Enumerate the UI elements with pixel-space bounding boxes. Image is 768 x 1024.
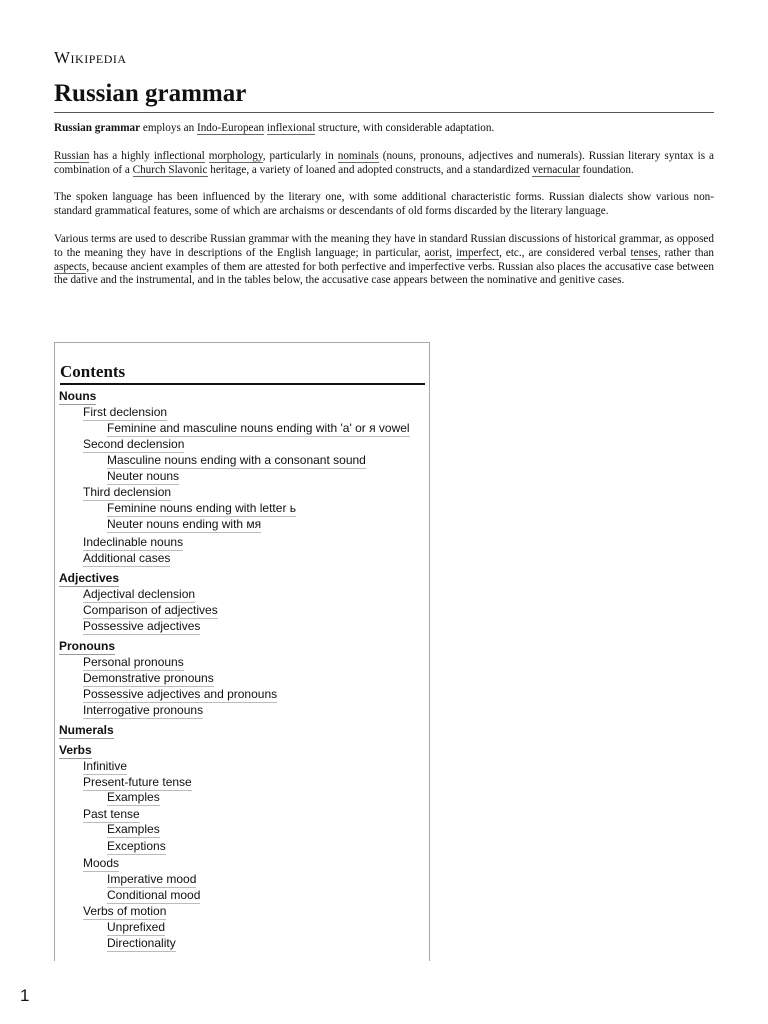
toc-item[interactable]: [83, 535, 183, 549]
toc-item-label: Conditional mood: [107, 888, 201, 902]
link-russian[interactable]: Russian: [54, 149, 90, 162]
toc-item-label: Examples: [107, 790, 160, 804]
toc-item[interactable]: [83, 437, 184, 451]
toc-item-label: Verbs of motion: [83, 904, 167, 918]
intro-paragraph: Russian grammar employs an Indo-European inflexional structure, with considerable adaptation.: [54, 122, 495, 134]
toc-item[interactable]: [107, 469, 179, 483]
paragraph-morphology: Russian has a highly inflectional morphology, particularly in nominals (nouns, pronouns, adjectives and numerals). Russian literary syntax is a combination of a Church Slavonic heritage, a variety of loaned and adopted constructs, and a standardized vernacular foundation.: [54, 149, 715, 176]
toc-item[interactable]: [83, 904, 166, 918]
toc-item-label: Adjectival declension: [83, 587, 196, 601]
bold-term: Russian grammar: [54, 122, 141, 134]
toc-item[interactable]: [83, 687, 277, 701]
toc-item-label: Neuter nouns: [107, 469, 180, 483]
link-imperfect[interactable]: imperfect: [456, 246, 500, 259]
toc-item-label: Neuter nouns ending with мя: [107, 517, 262, 531]
toc-item-label: First declension: [83, 405, 168, 419]
toc-item[interactable]: [83, 775, 192, 789]
link-tenses[interactable]: tenses: [630, 246, 658, 259]
page-number: 1: [20, 986, 30, 1005]
toc-item-label: Comparison of adjectives: [83, 603, 218, 617]
toc-item[interactable]: [83, 551, 170, 565]
toc-item[interactable]: [107, 421, 410, 435]
toc-item-label: Imperative mood: [107, 872, 197, 886]
toc-item-label: Demonstrative pronouns: [83, 671, 214, 685]
toc-item[interactable]: [83, 603, 218, 617]
toc-item[interactable]: [107, 936, 176, 950]
toc-item[interactable]: [83, 587, 195, 601]
toc-item[interactable]: [83, 671, 214, 685]
link-aspects[interactable]: aspects: [54, 260, 87, 273]
link-indo-european[interactable]: Indo-European: [196, 122, 265, 134]
page-title: Russian grammar: [54, 78, 714, 113]
toc-item[interactable]: [83, 703, 203, 717]
toc-item[interactable]: [83, 485, 171, 499]
toc-item[interactable]: [59, 723, 114, 737]
toc-item-label: Pronouns: [59, 639, 115, 653]
link-inflexional[interactable]: inflexional: [266, 122, 316, 134]
toc-item-label: Personal pronouns: [83, 655, 184, 669]
toc-item-label: Masculine nouns ending with a consonant sound: [107, 453, 366, 467]
link-morphology[interactable]: morphology: [208, 149, 263, 162]
toc-item-label: Exceptions: [107, 839, 166, 853]
table-of-contents: [54, 342, 430, 961]
toc-item-label: Examples: [107, 822, 160, 836]
toc-item-label: Unprefixed: [107, 920, 166, 934]
toc-item-label: Nouns: [59, 389, 97, 403]
toc-item-label: Present-future tense: [83, 775, 192, 789]
toc-item-label: Past tense: [83, 807, 140, 821]
toc-item[interactable]: [107, 872, 196, 886]
toc-item[interactable]: [83, 856, 119, 870]
toc-item[interactable]: [107, 453, 366, 467]
toc-item[interactable]: [83, 807, 140, 821]
toc-item[interactable]: [83, 759, 127, 773]
link-inflectional[interactable]: inflectional: [153, 149, 205, 162]
toc-item-label: Possessive adjectives: [83, 619, 201, 633]
toc-item[interactable]: [83, 655, 184, 669]
toc-item-label: Second declension: [83, 437, 185, 451]
link-nominals[interactable]: nominals: [337, 149, 379, 162]
toc-item-label: Interrogative pronouns: [83, 703, 204, 717]
toc-item-label: Directionality: [107, 936, 176, 950]
toc-item[interactable]: [107, 920, 165, 934]
toc-item-label: Indeclinable nouns: [83, 535, 184, 549]
toc-item[interactable]: [107, 839, 166, 853]
toc-item[interactable]: [107, 822, 160, 836]
article-body: [54, 122, 714, 302]
link-church-slavonic[interactable]: Church Slavonic: [132, 163, 208, 176]
link-vernacular[interactable]: vernacular: [532, 163, 580, 176]
toc-item-label: Moods: [83, 856, 120, 870]
wikipedia-wordmark[interactable]: Wikipedia: [54, 48, 127, 67]
toc-item-label: Third declension: [83, 485, 172, 499]
toc-item[interactable]: [107, 888, 200, 902]
toc-item[interactable]: [59, 571, 119, 585]
toc-item-label: Feminine and masculine nouns ending with 'a' or я vowel: [107, 421, 410, 435]
toc-item-label: Verbs: [59, 743, 92, 757]
toc-item-label: Additional cases: [83, 551, 171, 565]
toc-item[interactable]: [107, 517, 261, 531]
toc-title: Contents: [60, 361, 425, 385]
paragraph-terms: Various terms are used to describe Russian grammar with the meaning they have in standard Russian discussions of historical grammar, as opposed to the meaning they have in descriptions of the English language; in particular, aorist, imperfect, etc., are considered verbal tenses, rather than aspects, because ancient examples of them are attested for both perfective and imperfective verbs. Russian also places the accusative case between the dative and the instrumental, and in the tables below, the accusative case appears between the nominative and genitive cases.: [54, 232, 715, 287]
toc-item-label: Feminine nouns ending with letter ь: [107, 501, 297, 515]
toc-item-label: Numerals: [59, 723, 114, 737]
toc-item[interactable]: [107, 790, 160, 804]
toc-item-label: Possessive adjectives and pronouns: [83, 687, 278, 701]
toc-item[interactable]: [59, 743, 92, 757]
toc-item[interactable]: [83, 619, 200, 633]
toc-item-label: Adjectives: [59, 571, 120, 585]
toc-item[interactable]: [59, 389, 96, 403]
toc-item[interactable]: [83, 405, 167, 419]
toc-item[interactable]: [107, 501, 296, 515]
paragraph-spoken-language: The spoken language has been influenced by the literary one, with some additional characteristic forms. Russian dialects show various non-standard grammatical features, some of which are archaisms or descendants of old forms discarded by the literary language.: [54, 191, 714, 218]
toc-item[interactable]: [59, 639, 115, 653]
toc-item-label: Infinitive: [83, 759, 128, 773]
link-aorist[interactable]: aorist: [424, 246, 450, 259]
